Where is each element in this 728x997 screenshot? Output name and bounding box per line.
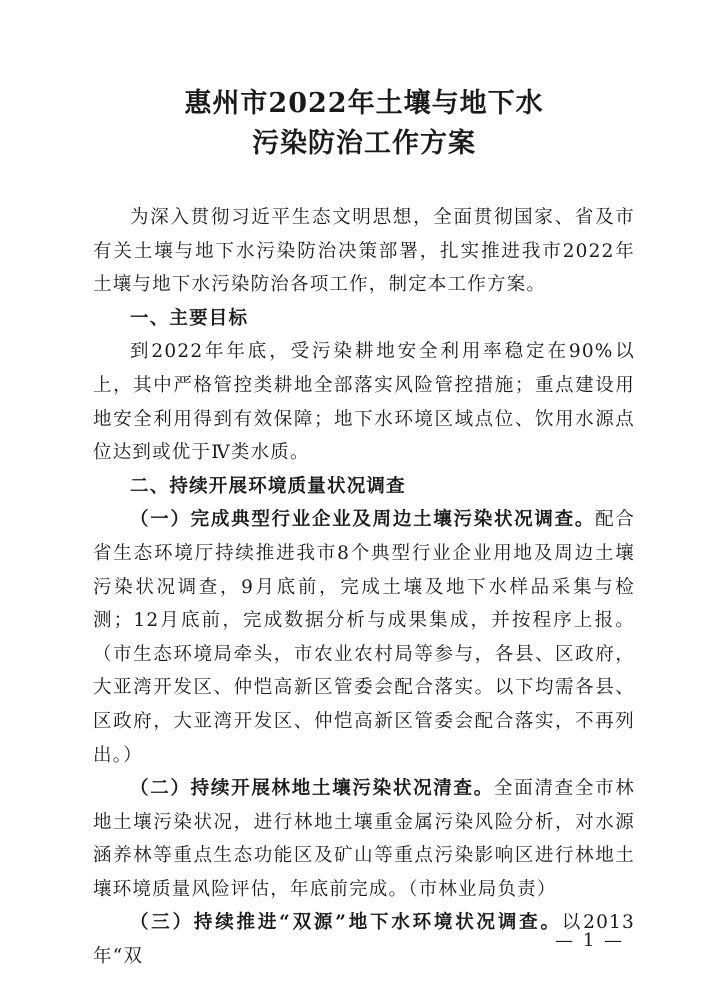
item1-lead: （一）完成典型行业企业及周边土壤污染状况调查。 — [130, 509, 596, 531]
document-body — [93, 201, 635, 974]
section2-item2-paragraph — [93, 772, 635, 906]
item1-body: 配合省生态环境厅持续推进我市8个典型行业企业用地及周边土壤污染状况调查，9月底前，完成土壤及地下水样品采集与检测；12月底前，完成数据分析与成果集成，并按程序上报。（市生态环境局牵头，市农业农村局等参与，各县、区政府，大亚湾开发区、仲恺高新区管委会配合落实。以下均需各县、区政府，大亚湾开发区、仲恺高新区管委会配合落实，不再列出。） — [93, 509, 635, 766]
section1-paragraph: 到2022年年底，受污染耕地安全利用率稳定在90%以上，其中严格管控类耕地全部落实风险管控措施；重点建设用地安全利用得到有效保障；地下水环境区域点位、饮用水源点位达到或优于Ⅳ类水质。 — [93, 341, 635, 464]
intro-paragraph: 为深入贯彻习近平生态文明思想，全面贯彻国家、省及市有关土壤与地下水污染防治决策部署，扎实推进我市2022年土壤与地下水污染防治各项工作，制定本工作方案。 — [93, 207, 635, 296]
page-number: — 1 — — [555, 930, 624, 951]
section2-item3-paragraph — [93, 906, 635, 973]
section2-heading: 二、持续开展环境质量状况调查 — [130, 475, 406, 497]
item2-body: 全面清查全市林地土壤污染状况，进行林地土壤重金属污染风险分析，对水源涵养林等重点生态功能区及矿山等重点污染影响区进行林地土壤环境质量风险评估，年底前完成。（市林业局负责） — [93, 778, 635, 900]
section1-heading: 一、主要目标 — [130, 307, 249, 329]
item3-lead: （三）持续推进“双源”地下水环境状况调查。 — [130, 912, 562, 934]
document-title-line2: 污染防治工作方案 — [252, 128, 476, 159]
section2-item1-paragraph — [93, 503, 635, 772]
document-title-line1: 惠州市2022年土壤与地下水 — [184, 88, 544, 119]
item2-lead: （二）持续开展林地土壤污染状况清查。 — [130, 778, 494, 800]
item3-body: 以2013年“双 — [93, 912, 635, 968]
